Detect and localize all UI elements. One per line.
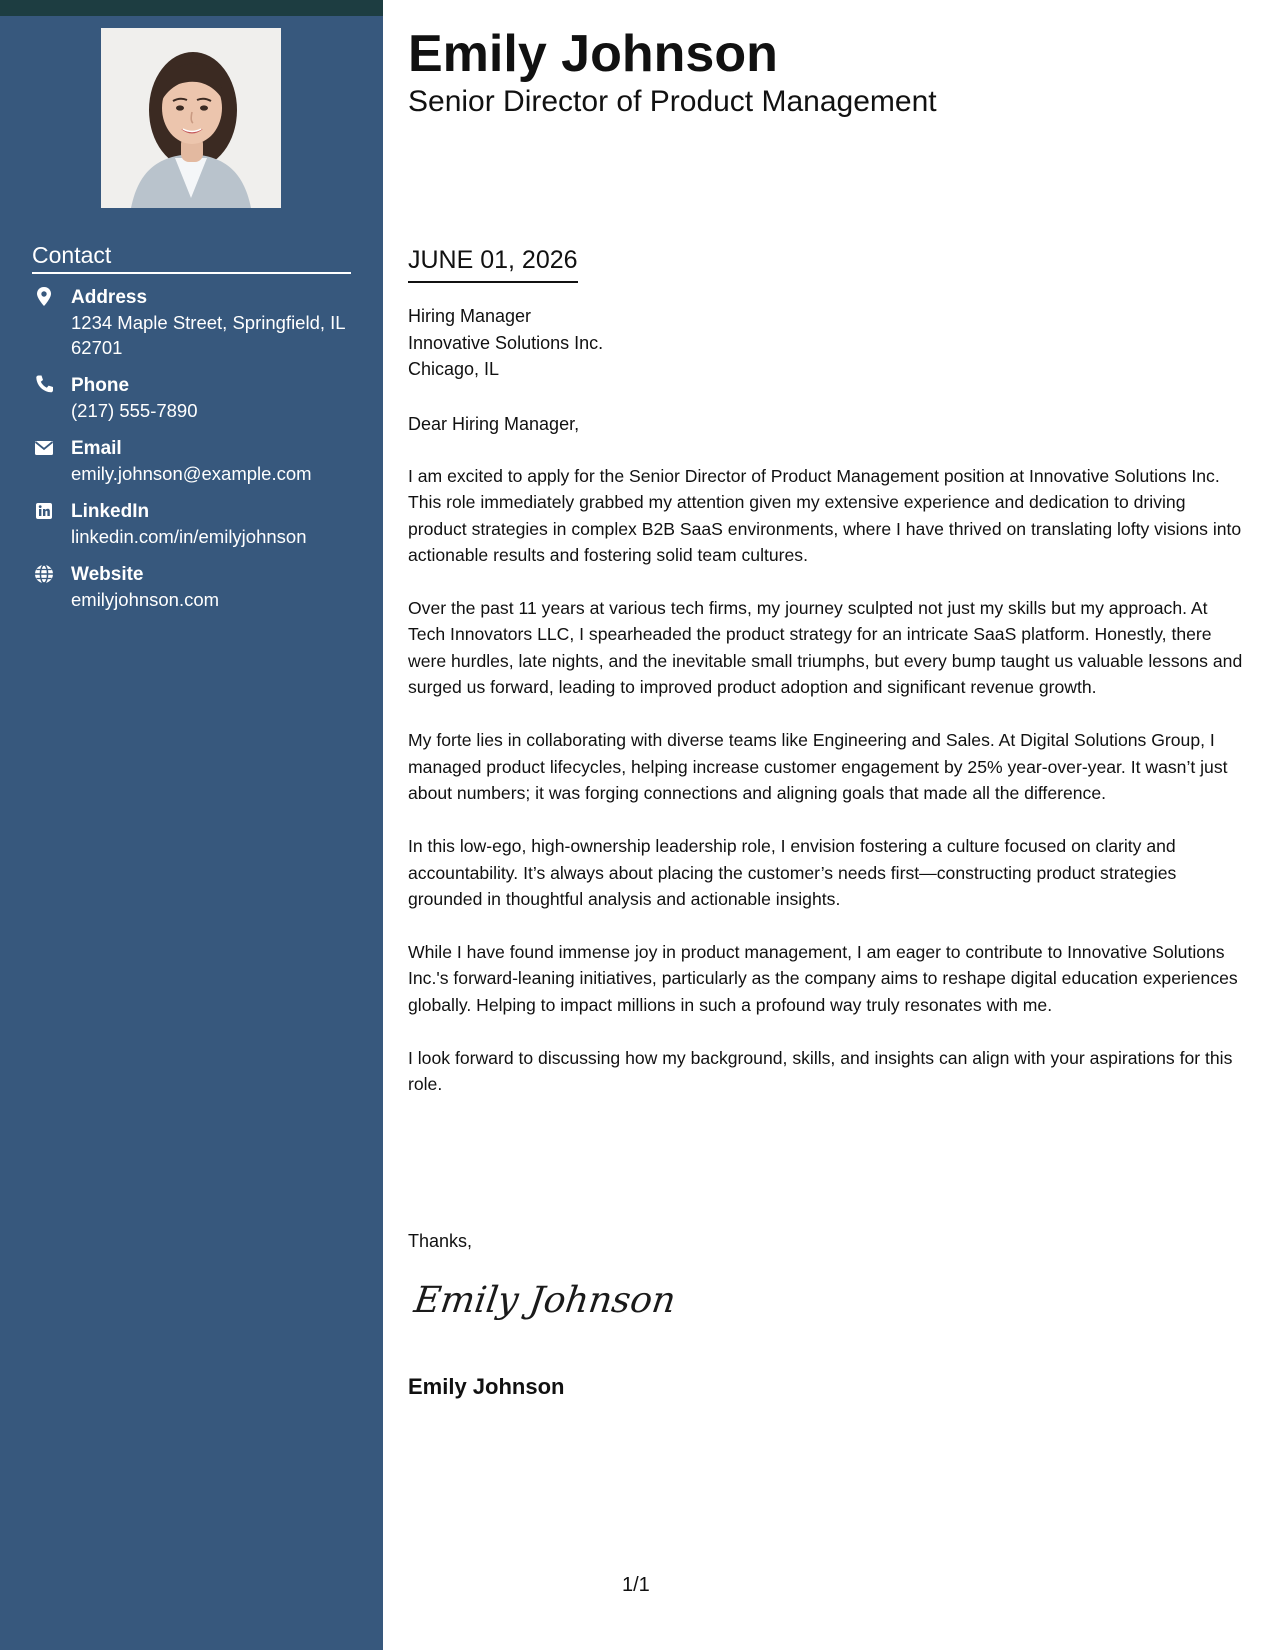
handwritten-signature: [411, 1268, 679, 1338]
portrait-illustration: [101, 28, 281, 208]
body-paragraph: In this low-ego, high-ownership leadership role, I envision fostering a culture focused on clarity and accountability. It’s always about placing the customer’s needs first—constructing product strategies grounded in thoughtful analysis and actionable insights.: [408, 836, 1177, 909]
envelope-icon: [32, 436, 56, 460]
phone-icon: [32, 373, 56, 397]
contact-label-address: Address: [71, 287, 148, 308]
body-paragraph: Over the past 11 years at various tech firms, my journey sculpted not just my skills but my approach. At Tech Innovators LLC, I spearheaded the product strategy for an intricate SaaS platform. Honestly, there were hurdles, late nights, and the inevitable small triumphs, but every bump taught us valuable lessons and surged us forward, leading to improved product adoption and significant revenue growth.: [408, 598, 1243, 698]
signature-text: Emily Johnson: [411, 1278, 679, 1321]
recipient-block: [408, 303, 603, 383]
profile-photo: [101, 28, 281, 208]
sidebar-top-bar: [0, 0, 383, 16]
letter-body: [408, 463, 1248, 1125]
contact-label-linkedin: LinkedIn: [71, 501, 150, 522]
contact-heading: Contact: [32, 238, 351, 274]
signer-name: Emily Johnson: [408, 1374, 565, 1399]
letter-date: JUNE 01, 2026: [408, 243, 578, 283]
contact-value-linkedin[interactable]: linkedin.com/in/emilyjohnson: [71, 526, 307, 547]
body-paragraph: While I have found immense joy in product management, I am eager to contribute to Innovative Solutions Inc.'s forward-leaning initiatives, particularly as the company aims to reshape digital education experiences globally. Helping to impact millions in such a profound way truly resonates with me.: [408, 942, 1238, 1015]
recipient-line: Chicago, IL: [408, 359, 500, 379]
sidebar: [0, 0, 383, 1650]
job-title: Senior Director of Product Management: [408, 85, 937, 118]
contact-value-address: 1234 Maple Street, Springfield, IL 62701: [71, 312, 345, 358]
salutation: Dear Hiring Manager,: [408, 414, 580, 434]
contact-value-email[interactable]: emily.johnson@example.com: [71, 463, 312, 484]
candidate-name: Emily Johnson: [408, 25, 778, 83]
recipient-line: Hiring Manager: [408, 306, 532, 326]
recipient-line: Innovative Solutions Inc.: [408, 332, 604, 353]
contact-value-website[interactable]: emilyjohnson.com: [71, 589, 220, 610]
body-paragraph: My forte lies in collaborating with diverse teams like Engineering and Sales. At Digital Solutions Group, I managed product lifecycles, helping increase customer engagement by 25% year-over-year. It wasn’t just about numbers; it was forging connections and aligning goals that made all the difference.: [408, 730, 1228, 803]
linkedin-icon: [32, 499, 56, 523]
body-paragraph: I am excited to apply for the Senior Director of Product Management position at Innovative Solutions Inc. This role immediately grabbed my attention given my extensive experience and dedication to driving product strategies in complex B2B SaaS environments, where I have thrived on translating lofty visions into actionable results and fostering solid team cultures.: [408, 466, 1242, 565]
globe-icon: [32, 562, 56, 586]
contact-label-email: Email: [71, 438, 122, 459]
closing: Thanks,: [408, 1231, 473, 1251]
body-paragraph: I look forward to discussing how my background, skills, and insights can align with your aspirations for this role.: [408, 1048, 1233, 1095]
map-pin-icon: [32, 285, 56, 309]
contact-label-website: Website: [71, 564, 144, 585]
page-number: 1/1: [622, 1574, 650, 1596]
contact-label-phone: Phone: [71, 375, 130, 396]
contact-value-phone: (217) 555-7890: [71, 400, 198, 421]
